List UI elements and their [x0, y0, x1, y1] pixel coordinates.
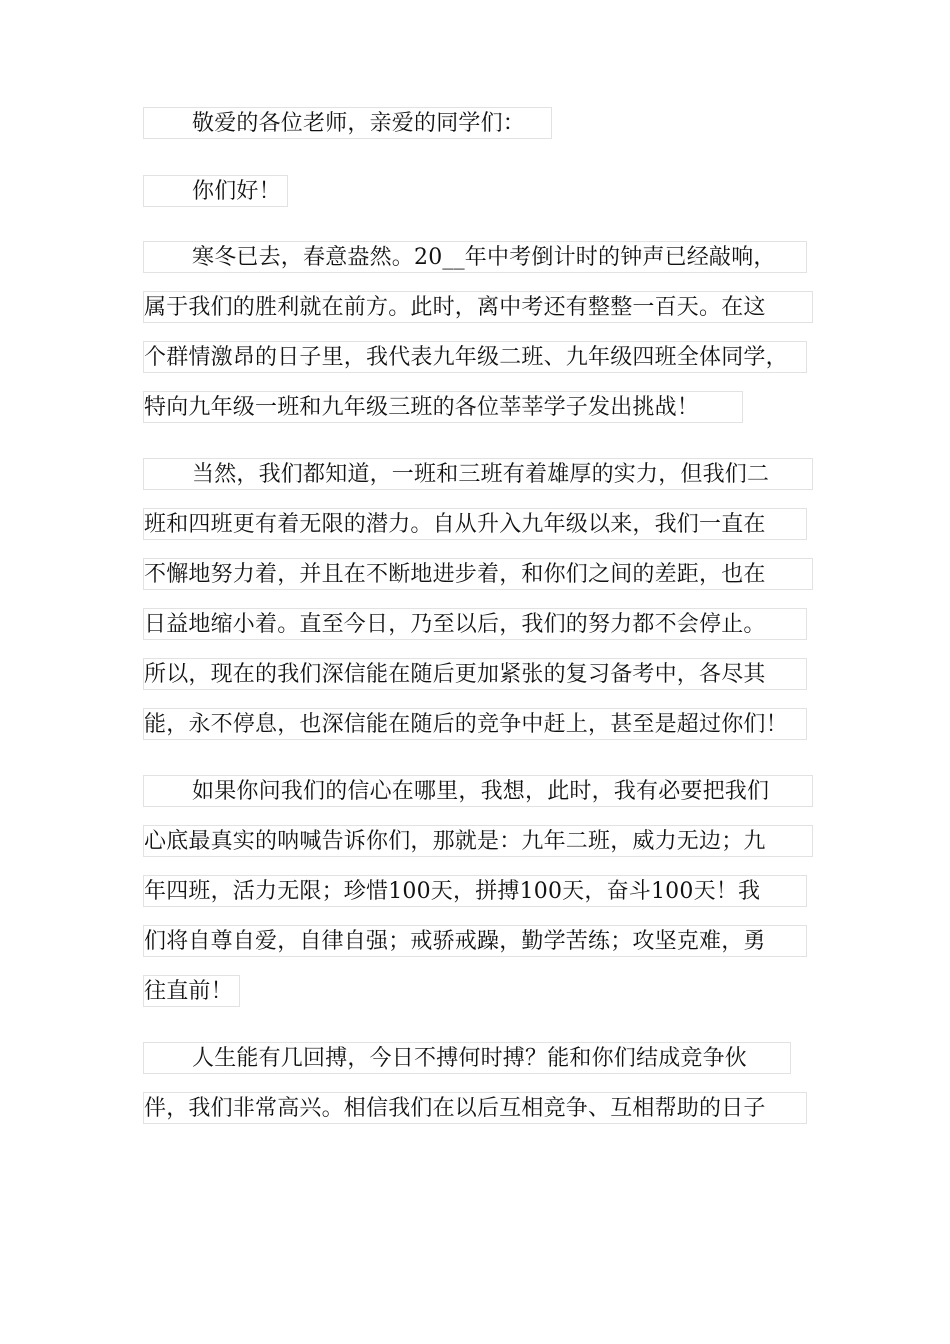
paragraph-1-line-3: 个群情激昂的日子里，我代表九年级二班、九年级四班全体同学，	[143, 341, 807, 373]
paragraph-2-line-6: 能，永不停息，也深信能在随后的竞争中赶上，甚至是超过你们！	[143, 708, 807, 740]
paragraph-2-line-4: 日益地缩小着。直至今日，乃至以后，我们的努力都不会停止。	[143, 608, 807, 640]
paragraph-3-line-5: 往直前！	[143, 975, 240, 1007]
paragraph-2-line-1: 当然，我们都知道，一班和三班有着雄厚的实力，但我们二	[143, 458, 813, 490]
paragraph-3-line-4: 们将自尊自爱，自律自强；戒骄戒躁，勤学苦练；攻坚克难，勇	[143, 925, 807, 957]
paragraph-3-line-1: 如果你问我们的信心在哪里，我想，此时，我有必要把我们	[143, 775, 813, 807]
paragraph-3-line-2: 心底最真实的呐喊告诉你们，那就是：九年二班，威力无边；九	[143, 825, 813, 857]
paragraph-2-line-2: 班和四班更有着无限的潜力。自从升入九年级以来，我们一直在	[143, 508, 807, 540]
paragraph-4-line-2: 伴，我们非常高兴。相信我们在以后互相竞争、互相帮助的日子	[143, 1092, 807, 1124]
paragraph-2-line-5: 所以，现在的我们深信能在随后更加紧张的复习备考中，各尽其	[143, 658, 807, 690]
paragraph-1-line-2: 属于我们的胜利就在前方。此时，离中考还有整整一百天。在这	[143, 291, 813, 323]
paragraph-1-line-4: 特向九年级一班和九年级三班的各位莘莘学子发出挑战！	[143, 391, 743, 423]
paragraph-4-line-1: 人生能有几回搏，今日不搏何时搏？能和你们结成竞争伙	[143, 1042, 791, 1074]
paragraph-1-line-1: 寒冬已去，春意盎然。20__年中考倒计时的钟声已经敲响，	[143, 241, 807, 273]
paragraph-2-line-3: 不懈地努力着，并且在不断地进步着，和你们之间的差距，也在	[143, 558, 813, 590]
greeting-line: 敬爱的各位老师，亲爱的同学们：	[143, 107, 552, 139]
paragraph-3-line-3: 年四班，活力无限；珍惜100天，拼搏100天，奋斗100天！我	[143, 875, 807, 907]
hello-line: 你们好！	[143, 175, 288, 207]
